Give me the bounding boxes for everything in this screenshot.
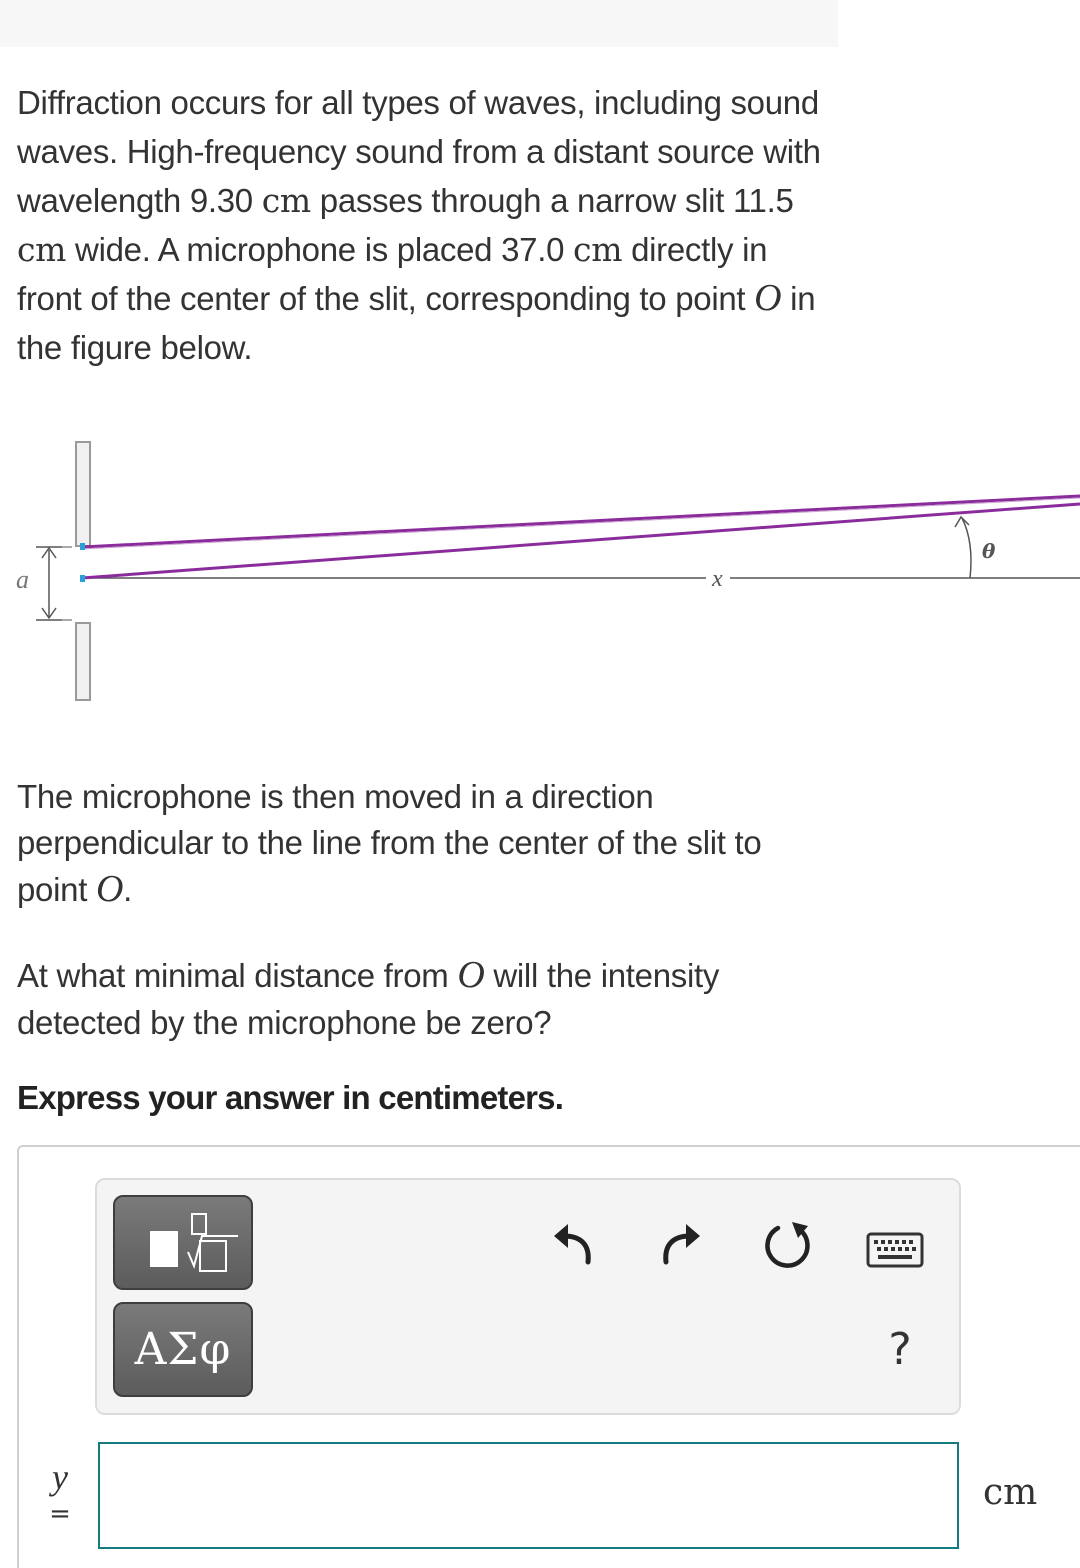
slit-barrier-bottom bbox=[76, 623, 90, 700]
radicand-box-glyph bbox=[200, 1241, 226, 1271]
diffraction-diagram bbox=[0, 430, 1080, 720]
slit-edge-bottom bbox=[80, 575, 85, 582]
slit-edge-top bbox=[80, 543, 85, 550]
header-bar bbox=[0, 0, 838, 47]
label-a: a bbox=[16, 565, 29, 594]
answer-input[interactable] bbox=[98, 1442, 959, 1549]
point-o: O bbox=[754, 277, 782, 319]
theta-arc bbox=[962, 518, 971, 578]
equals-sign: = bbox=[49, 1499, 71, 1529]
label-theta: θ bbox=[982, 539, 996, 563]
symbols-label: ΑΣφ bbox=[134, 1324, 232, 1375]
unit-cm-3: cm bbox=[573, 230, 623, 269]
solid-box-glyph bbox=[150, 1231, 178, 1267]
problem-intro bbox=[17, 78, 837, 372]
moved-text-2: . bbox=[123, 871, 132, 908]
question-text-1: At what minimal distance from bbox=[17, 957, 458, 994]
question-text-2: will the intensity detected by the microphone be zero? bbox=[17, 957, 720, 1041]
intro-text-1: Diffraction occurs for all types of waves, including sound waves. High-frequency sound from a distant source with wavelength 9.30 bbox=[17, 84, 821, 219]
label-x: x bbox=[712, 566, 723, 592]
templates-icon bbox=[128, 1208, 238, 1278]
intro-text-3: wide. A microphone is placed 37.0 bbox=[66, 231, 574, 268]
unit-cm-2: cm bbox=[17, 230, 67, 269]
answer-unit: cm bbox=[983, 1472, 1038, 1513]
answer-instruction: Express your answer in centimeters. bbox=[17, 1079, 564, 1116]
redo-icon bbox=[660, 1218, 704, 1268]
keyboard-button[interactable] bbox=[866, 1232, 924, 1273]
intro-text-5: in the figure below. bbox=[17, 280, 816, 366]
templates-button[interactable] bbox=[113, 1195, 253, 1290]
moved-text-1: The microphone is then moved in a direction perpendicular to the line from the center of the slit to point bbox=[17, 778, 762, 908]
intro-text-2: passes through a narrow slit 11.5 bbox=[310, 182, 794, 219]
ray-top bbox=[82, 496, 1080, 547]
theta-arrow bbox=[955, 517, 969, 527]
exponent-box-glyph bbox=[192, 1214, 206, 1234]
variable-y: y bbox=[52, 1457, 68, 1497]
slit-barrier-top bbox=[76, 442, 90, 546]
point-o-3: O bbox=[457, 954, 485, 996]
redo-button[interactable] bbox=[660, 1218, 704, 1273]
point-o-2: O bbox=[95, 868, 124, 910]
single-slit-figure bbox=[0, 430, 1080, 720]
reset-icon bbox=[762, 1218, 816, 1272]
undo-button[interactable] bbox=[550, 1218, 594, 1273]
undo-icon bbox=[550, 1218, 594, 1268]
intro-text-4: directly in front of the center of the slit, corresponding to point bbox=[17, 231, 768, 317]
greek-symbols-button[interactable] bbox=[113, 1302, 253, 1397]
unit-cm-1: cm bbox=[261, 181, 311, 220]
reset-button[interactable] bbox=[762, 1218, 816, 1277]
help-button[interactable]: ? bbox=[888, 1324, 912, 1375]
problem-moved-text bbox=[17, 774, 837, 913]
answer-variable-label bbox=[38, 1455, 82, 1529]
question-text bbox=[17, 952, 837, 1046]
keyboard-icon bbox=[866, 1232, 924, 1268]
